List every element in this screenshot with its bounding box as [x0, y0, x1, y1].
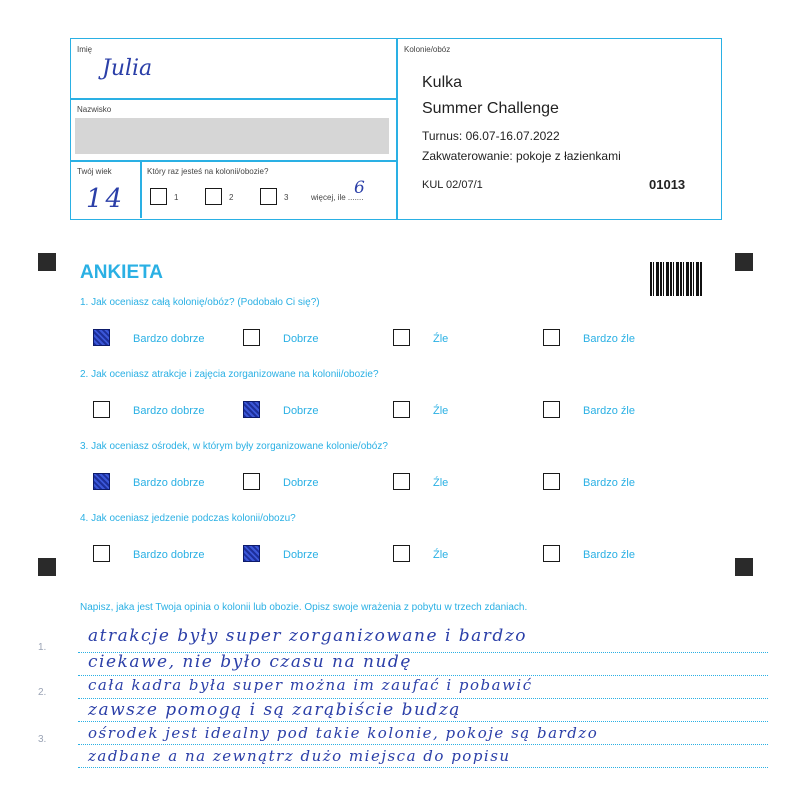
q1-checkbox-bardzo-dobrze[interactable] — [93, 329, 110, 346]
q1-checkbox-zle[interactable] — [393, 329, 410, 346]
line-number-1: 1. — [38, 642, 47, 653]
q4-checkbox-dobrze[interactable] — [243, 545, 260, 562]
line-number-2: 2. — [38, 687, 47, 698]
question-4-text: 4. Jak oceniasz jedzenie podczas kolonii/obozu? — [80, 513, 296, 524]
line-number-3: 3. — [38, 734, 47, 745]
q1-label-dobrze: Dobrze — [283, 333, 319, 345]
q4-label-zle: Źle — [433, 549, 449, 561]
q3-label-zle: Źle — [433, 477, 449, 489]
registration-mark-bottom-left — [38, 558, 56, 576]
survey-title: ANKIETA — [80, 262, 164, 283]
opinion-line-6: zadbane a na zewnątrz dużo miejsca do popisu — [88, 747, 511, 765]
turnus: Turnus: 06.07-16.07.2022 — [422, 129, 560, 143]
kolonia-label: Kolonie/obóz — [404, 45, 451, 54]
count-option-1: 1 — [174, 193, 179, 202]
ktory-raz-label: Który raz jesteś na kolonii/obozie? — [147, 167, 269, 176]
wiek-label: Twój wiek — [77, 167, 112, 176]
q2-label-bardzo-dobrze: Bardzo dobrze — [133, 405, 205, 417]
opinion-line-5: ośrodek jest idealny pod takie kolonie, pokoje są bardzo — [88, 724, 599, 742]
question-1-text: 1. Jak oceniasz całą kolonię/obóz? (Podobało Ci się?) — [80, 297, 320, 308]
form-number: 01013 — [649, 177, 686, 192]
writing-line-3 — [78, 698, 768, 699]
registration-mark-bottom-right — [735, 558, 753, 576]
q3-label-bardzo-dobrze: Bardzo dobrze — [133, 477, 205, 489]
opinion-prompt: Napisz, jaka jest Twoja opinia o kolonii lub obozie. Opisz swoje wrażenia z pobytu w trzech zdaniach. — [80, 602, 528, 613]
writing-line-4 — [78, 721, 768, 722]
opinion-line-3: cała kadra była super można im zaufać i pobawić — [88, 676, 533, 694]
writing-line-5 — [78, 744, 768, 745]
q4-label-bardzo-dobrze: Bardzo dobrze — [133, 549, 205, 561]
count-option-2: 2 — [229, 193, 234, 202]
camp-code: KUL 02/07/1 — [422, 179, 483, 191]
imie-label: Imię — [77, 45, 93, 54]
nazwisko-label: Nazwisko — [77, 105, 112, 114]
q2-label-dobrze: Dobrze — [283, 405, 319, 417]
q1-label-bardzo-zle: Bardzo źle — [583, 333, 635, 345]
writing-line-6 — [78, 767, 768, 768]
q4-checkbox-zle[interactable] — [393, 545, 410, 562]
question-3-text: 3. Jak oceniasz ośrodek, w którym były zorganizowane kolonie/obóz? — [80, 441, 388, 452]
q1-label-bardzo-dobrze: Bardzo dobrze — [133, 333, 205, 345]
q3-checkbox-zle[interactable] — [393, 473, 410, 490]
q1-checkbox-bardzo-zle[interactable] — [543, 329, 560, 346]
q4-checkbox-bardzo-dobrze[interactable] — [93, 545, 110, 562]
camp-name: Kulka — [422, 74, 463, 91]
q2-checkbox-bardzo-dobrze[interactable] — [93, 401, 110, 418]
opinion-line-4: zawsze pomogą i są zarąbiście budzą — [88, 700, 461, 720]
q2-label-zle: Źle — [433, 405, 449, 417]
q3-checkbox-bardzo-dobrze[interactable] — [93, 473, 110, 490]
question-2-text: 2. Jak oceniasz atrakcje i zajęcia zorganizowane na kolonii/obozie? — [80, 369, 379, 380]
imie-value: Julia — [102, 56, 153, 81]
wiecej-value: 6 — [354, 178, 365, 198]
count-option-3: 3 — [284, 193, 289, 202]
zakwaterowanie: Zakwaterowanie: pokoje z łazienkami — [422, 149, 621, 163]
registration-mark-top-right — [735, 253, 753, 271]
q3-checkbox-bardzo-zle[interactable] — [543, 473, 560, 490]
barcode — [650, 262, 702, 296]
opinion-line-2: ciekawe, nie było czasu na nudę — [88, 652, 412, 672]
q2-checkbox-bardzo-zle[interactable] — [543, 401, 560, 418]
count-checkbox-1[interactable] — [150, 188, 167, 205]
q3-label-dobrze: Dobrze — [283, 477, 319, 489]
q3-label-bardzo-zle: Bardzo źle — [583, 477, 635, 489]
camp-subtitle: Summer Challenge — [422, 100, 559, 117]
header-divider-vertical — [396, 38, 398, 219]
q1-checkbox-dobrze[interactable] — [243, 329, 260, 346]
q1-label-zle: Źle — [433, 333, 449, 345]
q4-label-bardzo-zle: Bardzo źle — [583, 549, 635, 561]
q4-label-dobrze: Dobrze — [283, 549, 319, 561]
q2-label-bardzo-zle: Bardzo źle — [583, 405, 635, 417]
q2-checkbox-dobrze[interactable] — [243, 401, 260, 418]
q4-checkbox-bardzo-zle[interactable] — [543, 545, 560, 562]
nazwisko-redacted — [75, 118, 389, 154]
header-divider-2 — [70, 160, 397, 162]
q2-checkbox-zle[interactable] — [393, 401, 410, 418]
q3-checkbox-dobrze[interactable] — [243, 473, 260, 490]
header-divider-1 — [70, 98, 397, 100]
count-checkbox-3[interactable] — [260, 188, 277, 205]
count-checkbox-2[interactable] — [205, 188, 222, 205]
registration-mark-top-left — [38, 253, 56, 271]
wiecej-label: więcej, ile ....... — [311, 193, 364, 202]
wiek-value: 14 — [86, 184, 126, 214]
age-divider — [140, 160, 142, 218]
opinion-line-1: atrakcje były super zorganizowane i bardzo — [88, 626, 528, 646]
